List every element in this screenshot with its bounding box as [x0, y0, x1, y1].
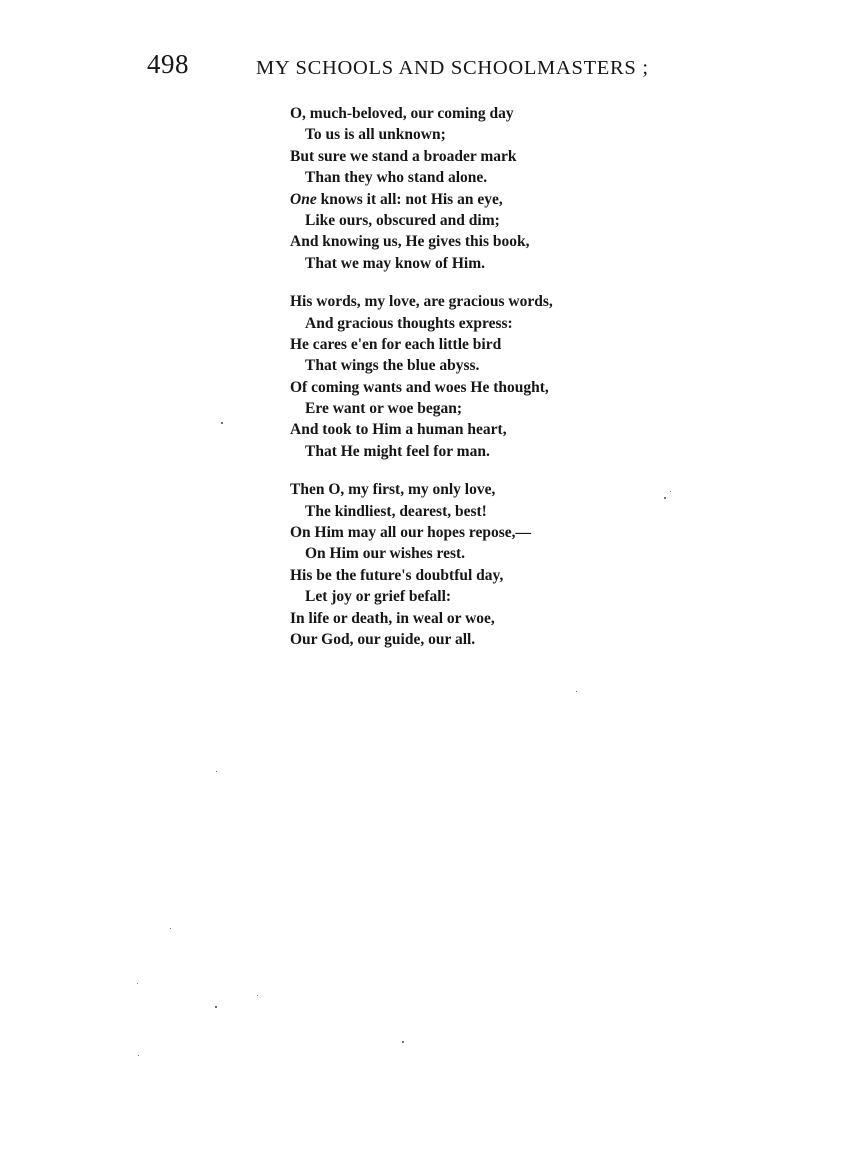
scan-speck [670, 491, 671, 492]
stanza-1 [290, 103, 553, 274]
poem-line [290, 419, 553, 440]
poem-line [290, 189, 553, 210]
poem-line [290, 210, 553, 231]
poem-line [290, 398, 553, 419]
poem-line [290, 441, 553, 462]
line-text: Let joy or grief befall: [305, 588, 452, 606]
poem-line [290, 103, 553, 124]
line-text: O, much-beloved, our coming day [290, 105, 514, 122]
poem-line [290, 479, 553, 500]
poem-line [290, 377, 553, 398]
line-text: That we may know of Him. [305, 254, 485, 272]
poem-line [290, 124, 553, 145]
poem-line [290, 565, 553, 586]
poem-line [290, 608, 553, 629]
line-text: That wings the blue abyss. [305, 357, 480, 375]
line-text: That He might feel for man. [305, 442, 490, 460]
scan-speck [138, 1055, 139, 1056]
line-text: On Him may all our hopes repose,— [290, 524, 531, 542]
scan-speck [664, 497, 666, 499]
scan-speck [215, 1006, 217, 1008]
scan-speck [216, 771, 217, 772]
line-text: On Him our wishes rest. [305, 545, 466, 563]
scan-speck [137, 983, 138, 984]
poem-line [290, 334, 553, 355]
poem-line [290, 586, 553, 607]
poem-line [290, 313, 553, 334]
line-text: And knowing us, He gives this book, [290, 233, 530, 251]
scan-speck [221, 422, 223, 424]
poem-line [290, 501, 553, 522]
line-text: Than they who stand alone. [305, 169, 488, 187]
line-text: knows it all: not His an eye, [316, 190, 503, 208]
poem-line [290, 522, 553, 543]
poem-line [290, 231, 553, 252]
line-text: And gracious thoughts express: [305, 314, 513, 332]
poem-line [290, 355, 553, 376]
line-text: His be the future's doubtful day, [290, 566, 504, 584]
poem-line [290, 543, 553, 564]
line-text: The kindliest, dearest, best! [305, 502, 487, 520]
scan-speck [170, 928, 171, 929]
line-text: Then O, my first, my only love, [290, 481, 496, 499]
line-text: Of coming wants and woes He thought, [290, 378, 549, 396]
page-number: 498 [147, 49, 189, 79]
poem-line [290, 629, 553, 650]
stanza-2 [290, 291, 553, 462]
running-title: MY SCHOOLS AND SCHOOLMASTERS ; [256, 57, 649, 79]
line-text: Our God, our guide, our all. [290, 630, 476, 648]
line-text: His words, my love, are gracious words, [290, 293, 553, 311]
line-text: Like ours, obscured and dim; [305, 211, 500, 229]
scan-speck [402, 1041, 404, 1043]
poem-line [290, 146, 553, 167]
line-text: To us is all unknown; [305, 126, 446, 144]
poem-line [290, 291, 553, 312]
scan-speck [576, 691, 577, 692]
line-text: In life or death, in weal or woe, [290, 609, 495, 627]
scan-speck [257, 995, 258, 996]
line-text: He cares e'en for each little bird [290, 335, 502, 353]
line-text: But sure we stand a broader mark [290, 147, 517, 165]
poem-line [290, 167, 553, 188]
line-text: And took to Him a human heart, [290, 421, 507, 439]
line-text: Ere want or woe began; [305, 400, 462, 418]
poem-line [290, 253, 553, 274]
stanza-3 [290, 479, 553, 650]
italic-word: One [290, 190, 317, 208]
poem [290, 103, 553, 667]
